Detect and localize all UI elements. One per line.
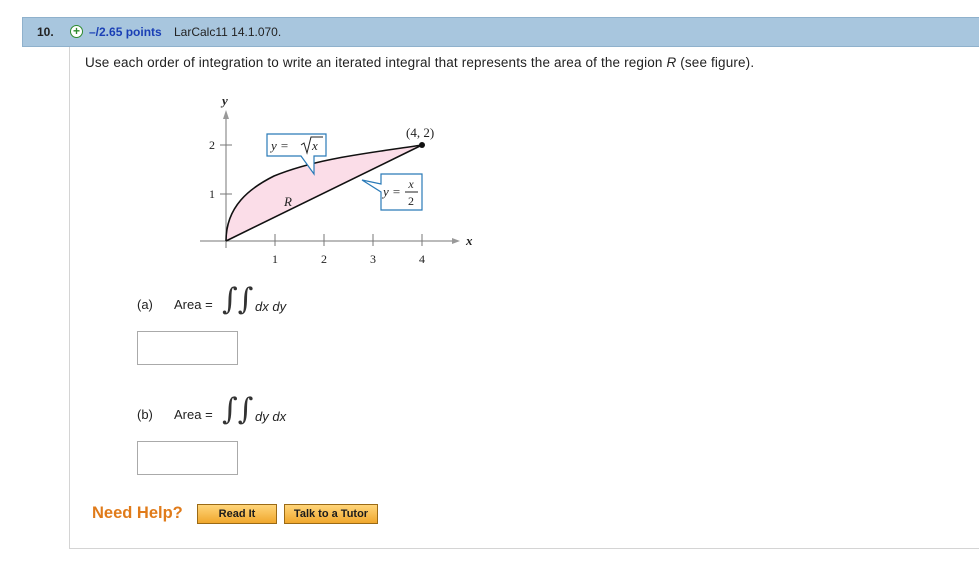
callout-x-over-2-prefix: y = (383, 184, 405, 199)
x-axis-arrow-icon (452, 238, 460, 244)
region-label: R (284, 194, 292, 209)
part-a-label: (a) (137, 297, 153, 312)
prompt-region-var: R (666, 55, 677, 70)
callout-x-over-2-numerator: x (408, 177, 414, 191)
x-tick-label-4: 4 (419, 252, 425, 266)
question-prompt (85, 55, 754, 70)
x-axis-label: x (466, 233, 473, 248)
question-header (22, 17, 979, 47)
x-tick-label-2: 2 (321, 252, 327, 266)
x-tick-label-1: 1 (272, 252, 278, 266)
prompt-text-after: (see figure). (676, 55, 755, 70)
part-a-differentials: dx dy (255, 299, 287, 314)
y-tick-label-2: 2 (209, 138, 215, 152)
plus-icon[interactable]: + (70, 25, 83, 38)
callout-sqrt-x-prefix: y = (271, 138, 293, 153)
callout-sqrt-x-radicand: x (312, 138, 318, 153)
intersection-point (419, 142, 425, 148)
part-b-label: (b) (137, 407, 153, 422)
talk-to-tutor-button[interactable]: Talk to a Tutor (284, 504, 378, 524)
part-a-integral-sign: ∫∫ (222, 282, 254, 317)
question-number: 10. (37, 25, 54, 39)
intersection-point-label: (4, 2) (406, 125, 435, 140)
part-b-answer-input[interactable] (137, 441, 238, 475)
prompt-text-before: Use each order of integration to write an iterated integral that represents the area of the region (85, 55, 667, 70)
read-it-button[interactable]: Read It (197, 504, 277, 524)
region-figure (190, 88, 490, 278)
y-axis-label: y (222, 93, 228, 108)
need-help-heading: Need Help? (92, 504, 183, 522)
x-tick-label-3: 3 (370, 252, 376, 266)
y-tick-label-1: 1 (209, 187, 215, 201)
points-label: –/2.65 points (89, 25, 162, 39)
part-b-differentials: dy dx (255, 409, 287, 424)
part-a-area-label: Area = (174, 297, 213, 312)
callout-x-over-2-denominator: 2 (408, 194, 414, 208)
part-b-integral-sign: ∫∫ (222, 392, 254, 427)
part-a-answer-input[interactable] (137, 331, 238, 365)
y-axis-arrow-icon (223, 110, 229, 119)
question-source: LarCalc11 14.1.070. (174, 25, 282, 39)
part-b-area-label: Area = (174, 407, 213, 422)
